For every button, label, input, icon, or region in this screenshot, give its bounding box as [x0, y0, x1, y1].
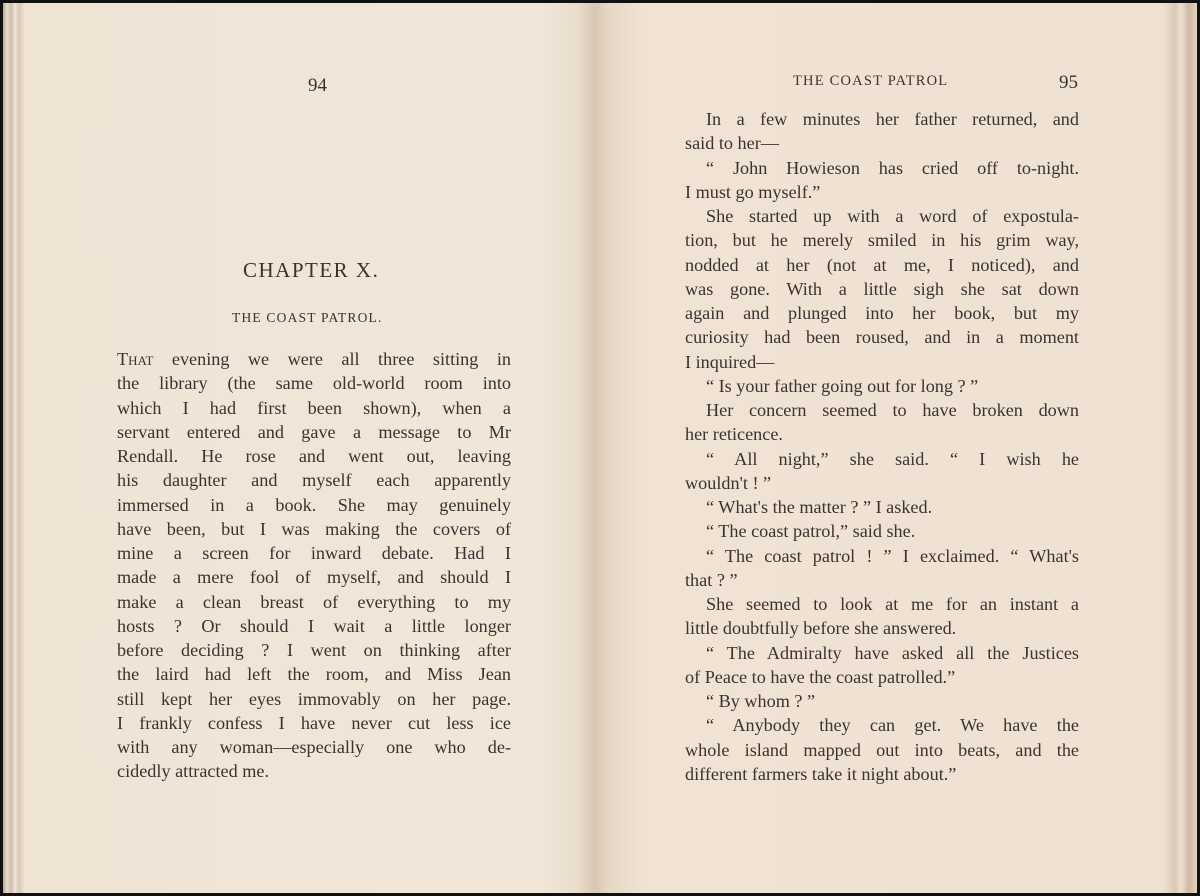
text-line: that ? ” [685, 569, 738, 590]
text-line: of Peace to have the coast patrolled.” [685, 666, 956, 687]
right-page-number: 95 [1059, 72, 1078, 93]
text-line: still kept her eyes immovably on her page. [117, 688, 511, 709]
right-page-body [685, 107, 1079, 786]
text-line: In a few minutes her father returned, and [706, 109, 1079, 129]
text-line: was gone. With a little sigh she sat down [685, 278, 1079, 299]
text-line: “ All night,” she said. “ I wish he [706, 448, 1079, 469]
text-line: I inquired— [685, 351, 775, 372]
text-line: servant entered and gave a message to Mr [117, 421, 511, 442]
text-line: tion, but he merely smiled in his grim way, [685, 230, 1079, 251]
text-line: make a clean breast of everything to my [117, 591, 511, 612]
text-line: have been, but I was making the covers of [117, 518, 511, 539]
text-line: “ The coast patrol ! ” I exclaimed. “ What's [706, 545, 1079, 566]
text-line: “ What's the matter ? ” I asked. [706, 497, 933, 517]
text-line: curiosity had been roused, and in a moment [685, 327, 1079, 348]
text-line: which I had first been shown), when a [117, 397, 511, 418]
text-line: made a mere fool of myself, and should I [117, 567, 511, 588]
text-line: Her concern seemed to have broken down [706, 400, 1079, 420]
text-line: nodded at her (not at me, I noticed), and [685, 254, 1079, 275]
text-line: “ The coast patrol,” said she. [706, 521, 916, 542]
text-line: cidedly attracted me. [117, 761, 269, 782]
text-line: his daughter and myself each apparently [117, 470, 511, 491]
left-page-body [117, 347, 511, 784]
text-line: again and plunged into her book, but my [685, 303, 1079, 323]
text-line: immersed in a book. She may genuinely [117, 494, 511, 515]
book-spread [3, 3, 1197, 893]
text-line: I frankly confess I have never cut less ice [117, 712, 511, 733]
text-line: wouldn't ! ” [685, 472, 772, 493]
text-line: the library (the same old-world room into [117, 373, 511, 394]
text-line: “ John Howieson has cried off to-night. [706, 157, 1079, 178]
text-line: her reticence. [685, 424, 783, 445]
text-line [117, 347, 511, 371]
left-page-number: 94 [308, 75, 327, 96]
chapter-title: CHAPTER X. [243, 258, 380, 282]
text-line: “ Is your father going out for long ? ” [706, 375, 979, 396]
text-line: mine a screen for inward debate. Had I [117, 543, 511, 563]
text-line: before deciding ? I went on thinking after [117, 640, 511, 660]
text-line: different farmers take it night about.” [685, 763, 957, 784]
text-line: little doubtfully before she answered. [685, 618, 957, 639]
text-line: “ By whom ? ” [706, 691, 816, 711]
running-head: THE COAST PATROL [793, 73, 949, 89]
text-line: Rendall. He rose and went out, leaving [117, 446, 511, 466]
text-line: the laird had left the room, and Miss Jean [117, 664, 511, 685]
text-line: with any woman—especially one who de- [117, 737, 511, 757]
text-line: whole island mapped out into beats, and the [685, 739, 1079, 760]
text-line: hosts ? Or should I wait a little longer [117, 615, 511, 636]
drop-word: That [117, 349, 154, 369]
text-line: I must go myself.” [685, 181, 821, 202]
text-line: said to her— [685, 133, 779, 154]
chapter-subtitle: THE COAST PATROL. [232, 310, 383, 325]
line-text: evening we were all three sitting in [153, 349, 511, 369]
text-line: She started up with a word of expostula- [706, 206, 1079, 226]
text-line: “ Anybody they can get. We have the [706, 715, 1079, 736]
text-line: She seemed to look at me for an instant a [706, 594, 1079, 614]
text-line: “ The Admiralty have asked all the Justices [706, 642, 1079, 663]
